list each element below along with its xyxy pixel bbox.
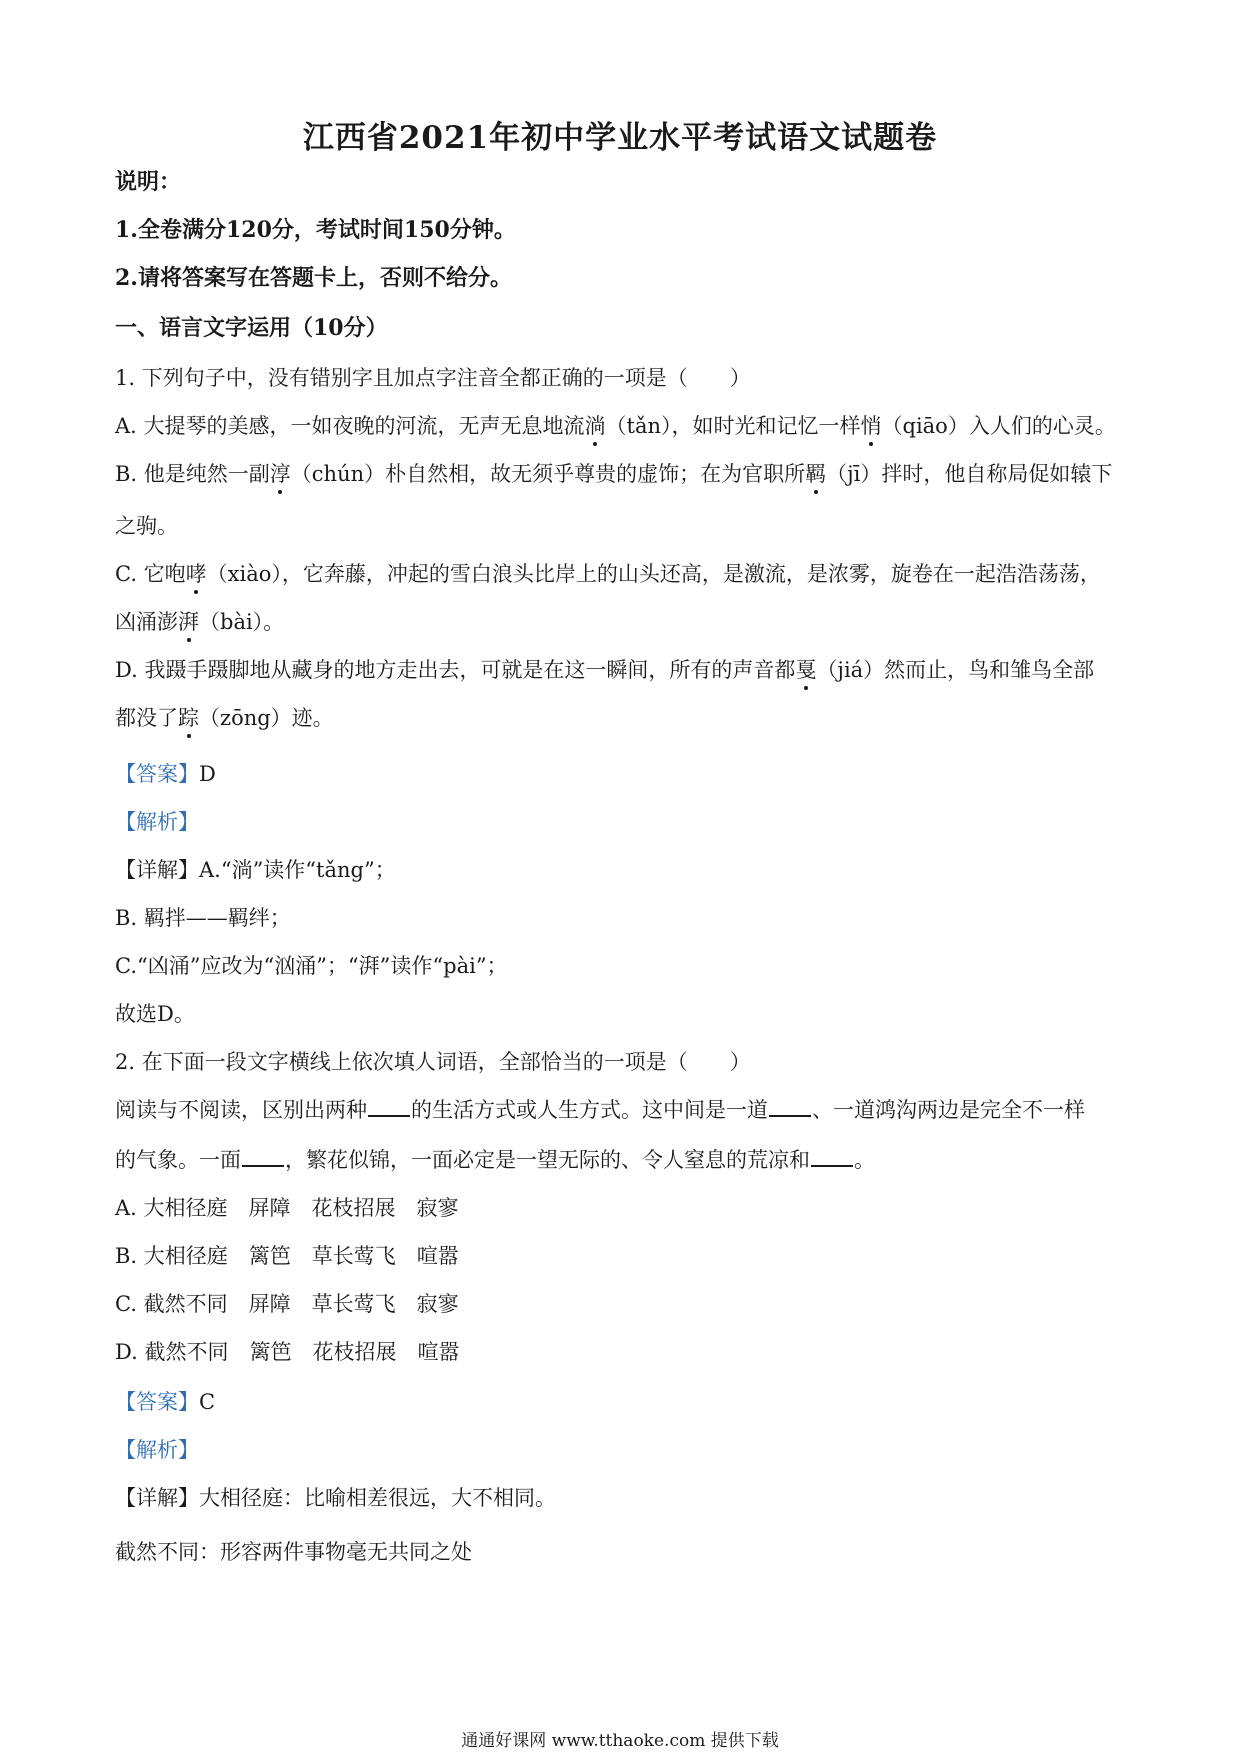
q1-analysis-tag: 【解析】: [115, 810, 199, 834]
q2-analysis-tag: 【解析】: [115, 1438, 199, 1462]
q2-option-c: C. 截然不同 屏障 草长莺飞 寂寥: [115, 1292, 459, 1316]
q1-detail-2: B. 羁拌——羁绊；: [115, 906, 291, 930]
q1-option-b-cont: 之驹。: [115, 514, 178, 538]
q1-option-a: A. 大提琴的美感，一如夜晚的河流，无声无息地流淌（tǎn），如时光和记忆一样悄（qiāo）入人们的心灵。: [115, 414, 1116, 438]
q1-option-c: C. 它咆哮（xiào），它奔藤，冲起的雪白浪头比岸上的山头还高，是激流，是浓雾，旋卷在一起浩浩荡荡，: [115, 562, 1101, 586]
q2-option-d: D. 截然不同 篱笆 花枝招展 喧嚣: [115, 1340, 460, 1364]
q1-detail-3: C.“凶涌”应改为“汹涌”；“湃”读作“pài”；: [115, 954, 508, 978]
q1-answer: 【答案】D: [115, 762, 216, 786]
notes-heading: 说明：: [115, 169, 182, 195]
q1-option-d-cont: 都没了踪（zōng）迹。: [115, 706, 334, 730]
q1-option-d: D. 我蹑手蹑脚地从藏身的地方走出去，可就是在这一瞬间，所有的声音都戛（jiá）然而止，鸟和雏鸟全部: [115, 658, 1095, 682]
q2-passage-line-2: 的气象。一面 ，繁花似锦，一面必定是一望无际的、令人窒息的荒凉和 。: [115, 1148, 875, 1172]
blank-3: [242, 1149, 284, 1167]
q1-stem: 1. 下列句子中，没有错别字且加点字注音全都正确的一项是（ ）: [115, 366, 751, 390]
q2-passage-line-1: 阅读与不阅读，区别出两种 的生活方式或人生方式。这中间是一道 、一道鸿沟两边是完全不一样: [115, 1098, 1085, 1122]
q2-detail-1: 【详解】大相径庭：比喻相差很远，大不相同。: [115, 1486, 556, 1510]
blank-1: [368, 1099, 410, 1117]
note-1: 1.全卷满分120分，考试时间150分钟。: [115, 217, 516, 243]
q1-option-c-cont: 凶涌澎湃（bài）。: [115, 610, 285, 634]
note-2: 2.请将答案写在答题卡上，否则不给分。: [115, 265, 512, 291]
q2-option-b: B. 大相径庭 篱笆 草长莺飞 喧嚣: [115, 1244, 459, 1268]
blank-4: [811, 1149, 853, 1167]
q2-option-a: A. 大相径庭 屏障 花枝招展 寂寥: [115, 1196, 459, 1220]
q1-option-b: B. 他是纯然一副淳（chún）朴自然相，故无须乎尊贵的虚饰；在为官职所羁（jī）拌时，他自称局促如辕下: [115, 462, 1113, 486]
q2-detail-2: 截然不同：形容两件事物毫无共同之处: [115, 1540, 472, 1564]
q1-detail-1: 【详解】A.“淌”读作“tǎng”；: [115, 858, 396, 882]
q2-stem: 2. 在下面一段文字横线上依次填人词语，全部恰当的一项是（ ）: [115, 1050, 751, 1074]
q1-detail-4: 故选D。: [115, 1002, 195, 1026]
q2-answer: 【答案】C: [115, 1390, 216, 1414]
section-1-heading: 一、语言文字运用（10分）: [115, 315, 388, 341]
blank-2: [769, 1099, 811, 1117]
page-footer: 通通好课网 www.tthaoke.com 提供下载: [461, 1731, 779, 1751]
page-title: 江西省2021年初中学业水平考试语文试题卷: [302, 120, 938, 156]
